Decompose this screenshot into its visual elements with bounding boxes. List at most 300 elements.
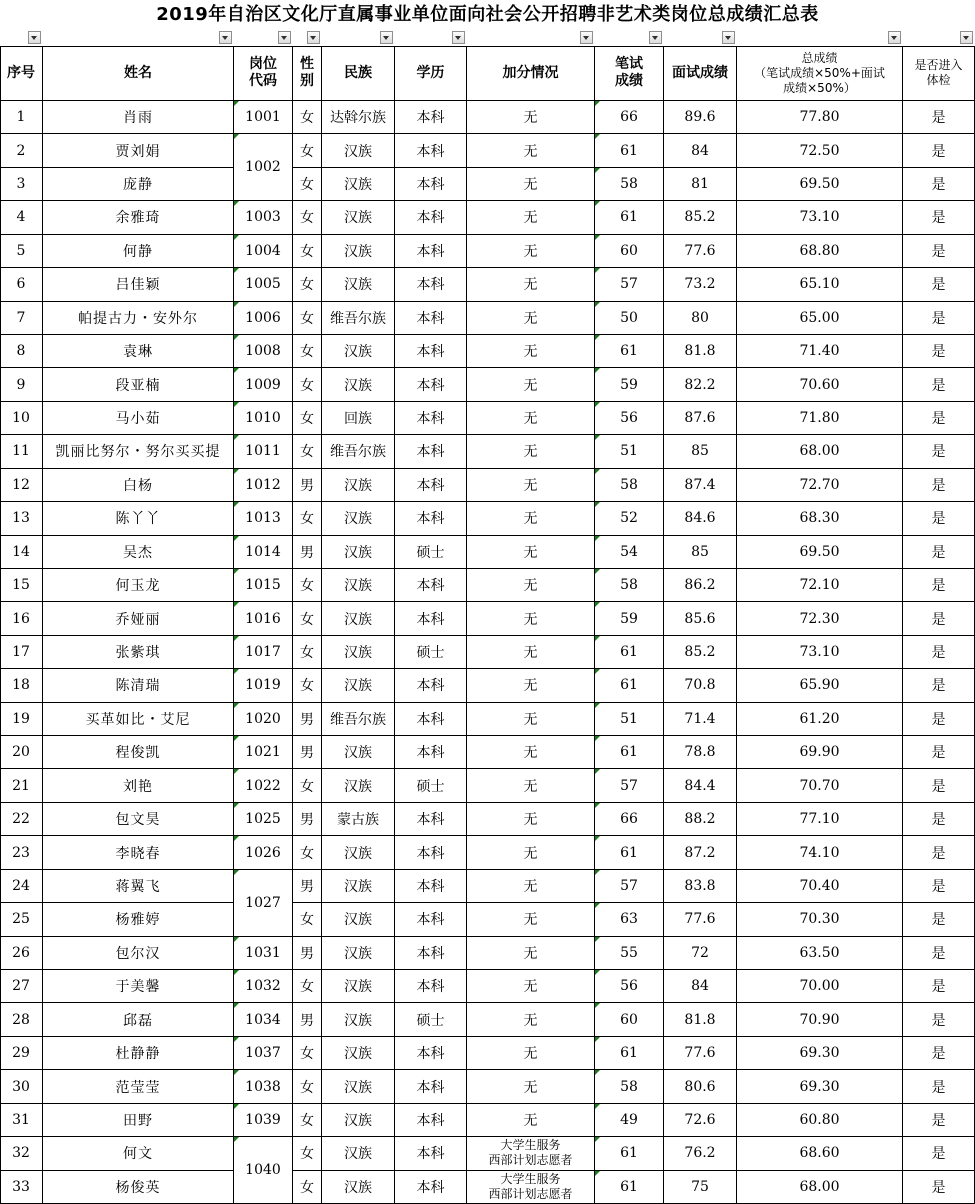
cell-name[interactable] [43,402,234,435]
cell-education[interactable] [395,1104,467,1137]
cell-interview-score[interactable] [664,1003,737,1036]
cell-bonus[interactable] [467,1003,595,1036]
cell-bonus[interactable] [467,536,595,569]
cell-interview-score[interactable] [664,736,737,769]
cell-interview-score[interactable] [664,903,737,936]
cell-ethnicity[interactable] [322,736,395,769]
cell-bonus[interactable] [467,368,595,401]
cell-physical-exam[interactable] [903,1037,975,1070]
cell-ethnicity[interactable] [322,937,395,970]
header-gender[interactable] [293,46,322,101]
cell-seq[interactable] [0,669,43,702]
cell-seq[interactable] [0,302,43,335]
cell-post-code[interactable] [234,602,293,635]
cell-education[interactable] [395,335,467,368]
cell-gender[interactable] [293,903,322,936]
cell-post-code[interactable] [234,302,293,335]
header-written-score[interactable] [595,46,664,101]
cell-gender[interactable] [293,602,322,635]
cell-post-code[interactable] [234,1003,293,1036]
cell-ethnicity[interactable] [322,368,395,401]
cell-total-score[interactable] [737,168,903,201]
cell-name[interactable] [43,602,234,635]
filter-dropdown-icon[interactable] [580,31,593,44]
cell-seq[interactable] [0,1171,43,1204]
cell-written-score[interactable] [595,1070,664,1103]
cell-total-score[interactable] [737,368,903,401]
cell-ethnicity[interactable] [322,268,395,301]
cell-seq[interactable] [0,201,43,234]
cell-interview-score[interactable] [664,602,737,635]
cell-written-score[interactable] [595,1171,664,1204]
cell-interview-score[interactable] [664,803,737,836]
cell-bonus[interactable] [467,402,595,435]
cell-gender[interactable] [293,502,322,535]
cell-bonus[interactable] [467,435,595,468]
cell-written-score[interactable] [595,435,664,468]
cell-seq[interactable] [0,1137,43,1170]
cell-name[interactable] [43,736,234,769]
cell-education[interactable] [395,134,467,167]
cell-seq[interactable] [0,636,43,669]
cell-education[interactable] [395,669,467,702]
cell-total-score[interactable] [737,502,903,535]
cell-ethnicity[interactable] [322,870,395,903]
cell-physical-exam[interactable] [903,536,975,569]
cell-written-score[interactable] [595,1037,664,1070]
cell-bonus[interactable] [467,302,595,335]
cell-interview-score[interactable] [664,1070,737,1103]
cell-gender[interactable] [293,1003,322,1036]
cell-bonus[interactable] [467,168,595,201]
cell-post-code[interactable] [234,402,293,435]
cell-bonus[interactable] [467,201,595,234]
cell-written-score[interactable] [595,168,664,201]
cell-written-score[interactable] [595,669,664,702]
cell-seq[interactable] [0,1003,43,1036]
cell-written-score[interactable] [595,803,664,836]
cell-post-code[interactable] [234,769,293,802]
cell-gender[interactable] [293,1037,322,1070]
cell-interview-score[interactable] [664,970,737,1003]
filter-dropdown-icon[interactable] [278,31,291,44]
cell-total-score[interactable] [737,536,903,569]
cell-written-score[interactable] [595,769,664,802]
cell-ethnicity[interactable] [322,836,395,869]
cell-name[interactable] [43,1037,234,1070]
cell-total-score[interactable] [737,335,903,368]
cell-ethnicity[interactable] [322,235,395,268]
cell-total-score[interactable] [737,736,903,769]
cell-total-score[interactable] [737,970,903,1003]
cell-post-code[interactable] [234,636,293,669]
cell-seq[interactable] [0,235,43,268]
cell-gender[interactable] [293,101,322,134]
cell-education[interactable] [395,201,467,234]
cell-bonus[interactable] [467,335,595,368]
cell-education[interactable] [395,870,467,903]
cell-written-score[interactable] [595,937,664,970]
cell-physical-exam[interactable] [903,1137,975,1170]
cell-gender[interactable] [293,1070,322,1103]
cell-interview-score[interactable] [664,703,737,736]
cell-bonus[interactable] [467,669,595,702]
cell-written-score[interactable] [595,469,664,502]
cell-post-code[interactable] [234,368,293,401]
cell-ethnicity[interactable] [322,1104,395,1137]
cell-gender[interactable] [293,937,322,970]
cell-seq[interactable] [0,569,43,602]
cell-physical-exam[interactable] [903,970,975,1003]
cell-written-score[interactable] [595,502,664,535]
cell-gender[interactable] [293,703,322,736]
cell-interview-score[interactable] [664,402,737,435]
cell-ethnicity[interactable] [322,636,395,669]
cell-post-code[interactable] [234,703,293,736]
cell-seq[interactable] [0,1037,43,1070]
cell-name[interactable] [43,669,234,702]
cell-physical-exam[interactable] [903,636,975,669]
cell-ethnicity[interactable] [322,335,395,368]
cell-physical-exam[interactable] [903,669,975,702]
cell-ethnicity[interactable] [322,803,395,836]
cell-name[interactable] [43,368,234,401]
cell-bonus[interactable] [467,970,595,1003]
cell-physical-exam[interactable] [903,1070,975,1103]
cell-physical-exam[interactable] [903,569,975,602]
header-seq[interactable] [0,46,43,101]
cell-bonus[interactable] [467,268,595,301]
cell-total-score[interactable] [737,201,903,234]
filter-dropdown-icon[interactable] [888,31,901,44]
cell-seq[interactable] [0,435,43,468]
cell-gender[interactable] [293,1137,322,1170]
cell-written-score[interactable] [595,870,664,903]
cell-interview-score[interactable] [664,201,737,234]
cell-total-score[interactable] [737,235,903,268]
cell-education[interactable] [395,937,467,970]
cell-total-score[interactable] [737,703,903,736]
cell-ethnicity[interactable] [322,970,395,1003]
cell-education[interactable] [395,736,467,769]
cell-gender[interactable] [293,302,322,335]
cell-interview-score[interactable] [664,302,737,335]
cell-seq[interactable] [0,736,43,769]
cell-bonus[interactable] [467,636,595,669]
cell-name[interactable] [43,335,234,368]
cell-bonus[interactable] [467,1137,595,1170]
cell-seq[interactable] [0,937,43,970]
cell-interview-score[interactable] [664,1037,737,1070]
cell-bonus[interactable] [467,101,595,134]
cell-education[interactable] [395,970,467,1003]
cell-seq[interactable] [0,335,43,368]
cell-seq[interactable] [0,368,43,401]
cell-name[interactable] [43,1070,234,1103]
cell-post-code[interactable] [234,803,293,836]
cell-gender[interactable] [293,335,322,368]
cell-interview-score[interactable] [664,268,737,301]
cell-total-score[interactable] [737,101,903,134]
cell-gender[interactable] [293,736,322,769]
cell-physical-exam[interactable] [903,335,975,368]
cell-education[interactable] [395,368,467,401]
cell-bonus[interactable] [467,1171,595,1204]
cell-post-code[interactable] [234,134,293,201]
cell-total-score[interactable] [737,870,903,903]
cell-interview-score[interactable] [664,168,737,201]
cell-interview-score[interactable] [664,636,737,669]
filter-dropdown-icon[interactable] [219,31,232,44]
header-total-score[interactable] [737,46,903,101]
cell-total-score[interactable] [737,268,903,301]
cell-ethnicity[interactable] [322,134,395,167]
cell-ethnicity[interactable] [322,769,395,802]
cell-education[interactable] [395,1070,467,1103]
cell-written-score[interactable] [595,134,664,167]
cell-education[interactable] [395,502,467,535]
cell-seq[interactable] [0,836,43,869]
cell-education[interactable] [395,1037,467,1070]
cell-physical-exam[interactable] [903,937,975,970]
cell-education[interactable] [395,1003,467,1036]
cell-seq[interactable] [0,168,43,201]
cell-written-score[interactable] [595,335,664,368]
cell-bonus[interactable] [467,769,595,802]
cell-seq[interactable] [0,769,43,802]
cell-name[interactable] [43,536,234,569]
cell-seq[interactable] [0,268,43,301]
cell-ethnicity[interactable] [322,903,395,936]
cell-ethnicity[interactable] [322,1137,395,1170]
cell-post-code[interactable] [234,1070,293,1103]
cell-seq[interactable] [0,101,43,134]
cell-seq[interactable] [0,402,43,435]
cell-name[interactable] [43,569,234,602]
cell-name[interactable] [43,502,234,535]
cell-name[interactable] [43,1137,234,1170]
cell-written-score[interactable] [595,1137,664,1170]
cell-education[interactable] [395,402,467,435]
cell-education[interactable] [395,1171,467,1204]
cell-post-code[interactable] [234,469,293,502]
cell-ethnicity[interactable] [322,1003,395,1036]
cell-ethnicity[interactable] [322,101,395,134]
cell-total-score[interactable] [737,602,903,635]
cell-interview-score[interactable] [664,469,737,502]
cell-written-score[interactable] [595,970,664,1003]
filter-dropdown-icon[interactable] [452,31,465,44]
cell-name[interactable] [43,235,234,268]
cell-bonus[interactable] [467,870,595,903]
header-physical-exam[interactable] [903,46,975,101]
cell-gender[interactable] [293,536,322,569]
cell-ethnicity[interactable] [322,302,395,335]
cell-physical-exam[interactable] [903,769,975,802]
cell-name[interactable] [43,201,234,234]
filter-dropdown-icon[interactable] [380,31,393,44]
cell-ethnicity[interactable] [322,402,395,435]
cell-gender[interactable] [293,569,322,602]
cell-total-score[interactable] [737,836,903,869]
filter-dropdown-icon[interactable] [649,31,662,44]
cell-total-score[interactable] [737,1137,903,1170]
cell-physical-exam[interactable] [903,836,975,869]
cell-gender[interactable] [293,1171,322,1204]
cell-bonus[interactable] [467,602,595,635]
cell-post-code[interactable] [234,870,293,937]
cell-name[interactable] [43,1171,234,1204]
cell-gender[interactable] [293,402,322,435]
cell-education[interactable] [395,703,467,736]
cell-total-score[interactable] [737,669,903,702]
cell-education[interactable] [395,536,467,569]
cell-seq[interactable] [0,602,43,635]
cell-total-score[interactable] [737,903,903,936]
cell-name[interactable] [43,769,234,802]
cell-education[interactable] [395,235,467,268]
cell-bonus[interactable] [467,703,595,736]
cell-ethnicity[interactable] [322,469,395,502]
cell-physical-exam[interactable] [903,168,975,201]
cell-written-score[interactable] [595,235,664,268]
cell-post-code[interactable] [234,502,293,535]
cell-gender[interactable] [293,870,322,903]
cell-gender[interactable] [293,836,322,869]
cell-seq[interactable] [0,469,43,502]
cell-name[interactable] [43,101,234,134]
cell-name[interactable] [43,836,234,869]
cell-education[interactable] [395,268,467,301]
cell-interview-score[interactable] [664,836,737,869]
cell-written-score[interactable] [595,302,664,335]
cell-bonus[interactable] [467,134,595,167]
cell-total-score[interactable] [737,469,903,502]
cell-bonus[interactable] [467,903,595,936]
cell-post-code[interactable] [234,101,293,134]
cell-gender[interactable] [293,168,322,201]
cell-bonus[interactable] [467,836,595,869]
cell-education[interactable] [395,101,467,134]
cell-name[interactable] [43,970,234,1003]
cell-name[interactable] [43,903,234,936]
filter-dropdown-icon[interactable] [722,31,735,44]
cell-physical-exam[interactable] [903,402,975,435]
cell-interview-score[interactable] [664,435,737,468]
cell-education[interactable] [395,435,467,468]
cell-physical-exam[interactable] [903,268,975,301]
cell-education[interactable] [395,836,467,869]
cell-physical-exam[interactable] [903,101,975,134]
cell-bonus[interactable] [467,937,595,970]
cell-written-score[interactable] [595,101,664,134]
cell-post-code[interactable] [234,1037,293,1070]
cell-ethnicity[interactable] [322,201,395,234]
cell-written-score[interactable] [595,602,664,635]
cell-interview-score[interactable] [664,769,737,802]
cell-total-score[interactable] [737,569,903,602]
cell-education[interactable] [395,168,467,201]
cell-gender[interactable] [293,669,322,702]
cell-name[interactable] [43,268,234,301]
cell-post-code[interactable] [234,669,293,702]
header-education[interactable] [395,46,467,101]
cell-physical-exam[interactable] [903,368,975,401]
cell-written-score[interactable] [595,703,664,736]
cell-physical-exam[interactable] [903,602,975,635]
cell-interview-score[interactable] [664,368,737,401]
cell-ethnicity[interactable] [322,536,395,569]
cell-interview-score[interactable] [664,669,737,702]
cell-bonus[interactable] [467,502,595,535]
cell-total-score[interactable] [737,402,903,435]
cell-name[interactable] [43,703,234,736]
cell-post-code[interactable] [234,836,293,869]
cell-total-score[interactable] [737,769,903,802]
cell-seq[interactable] [0,1104,43,1137]
cell-physical-exam[interactable] [903,903,975,936]
cell-interview-score[interactable] [664,1171,737,1204]
cell-bonus[interactable] [467,569,595,602]
cell-bonus[interactable] [467,803,595,836]
cell-bonus[interactable] [467,1104,595,1137]
cell-interview-score[interactable] [664,937,737,970]
cell-interview-score[interactable] [664,101,737,134]
cell-post-code[interactable] [234,536,293,569]
cell-seq[interactable] [0,870,43,903]
cell-bonus[interactable] [467,469,595,502]
cell-physical-exam[interactable] [903,302,975,335]
cell-total-score[interactable] [737,803,903,836]
cell-total-score[interactable] [737,1104,903,1137]
cell-education[interactable] [395,903,467,936]
cell-written-score[interactable] [595,836,664,869]
cell-gender[interactable] [293,803,322,836]
cell-physical-exam[interactable] [903,703,975,736]
cell-post-code[interactable] [234,235,293,268]
cell-education[interactable] [395,769,467,802]
cell-written-score[interactable] [595,201,664,234]
cell-post-code[interactable] [234,569,293,602]
cell-education[interactable] [395,302,467,335]
cell-post-code[interactable] [234,201,293,234]
cell-education[interactable] [395,469,467,502]
cell-written-score[interactable] [595,368,664,401]
cell-name[interactable] [43,302,234,335]
cell-physical-exam[interactable] [903,235,975,268]
cell-ethnicity[interactable] [322,1070,395,1103]
cell-post-code[interactable] [234,970,293,1003]
cell-total-score[interactable] [737,1003,903,1036]
cell-post-code[interactable] [234,1137,293,1204]
cell-ethnicity[interactable] [322,1171,395,1204]
header-ethnicity[interactable] [322,46,395,101]
cell-physical-exam[interactable] [903,1003,975,1036]
cell-ethnicity[interactable] [322,569,395,602]
header-bonus[interactable] [467,46,595,101]
cell-name[interactable] [43,1003,234,1036]
cell-gender[interactable] [293,769,322,802]
cell-ethnicity[interactable] [322,1037,395,1070]
cell-ethnicity[interactable] [322,669,395,702]
cell-gender[interactable] [293,368,322,401]
cell-education[interactable] [395,602,467,635]
cell-total-score[interactable] [737,636,903,669]
filter-dropdown-icon[interactable] [28,31,41,44]
cell-bonus[interactable] [467,235,595,268]
cell-interview-score[interactable] [664,502,737,535]
cell-bonus[interactable] [467,1037,595,1070]
